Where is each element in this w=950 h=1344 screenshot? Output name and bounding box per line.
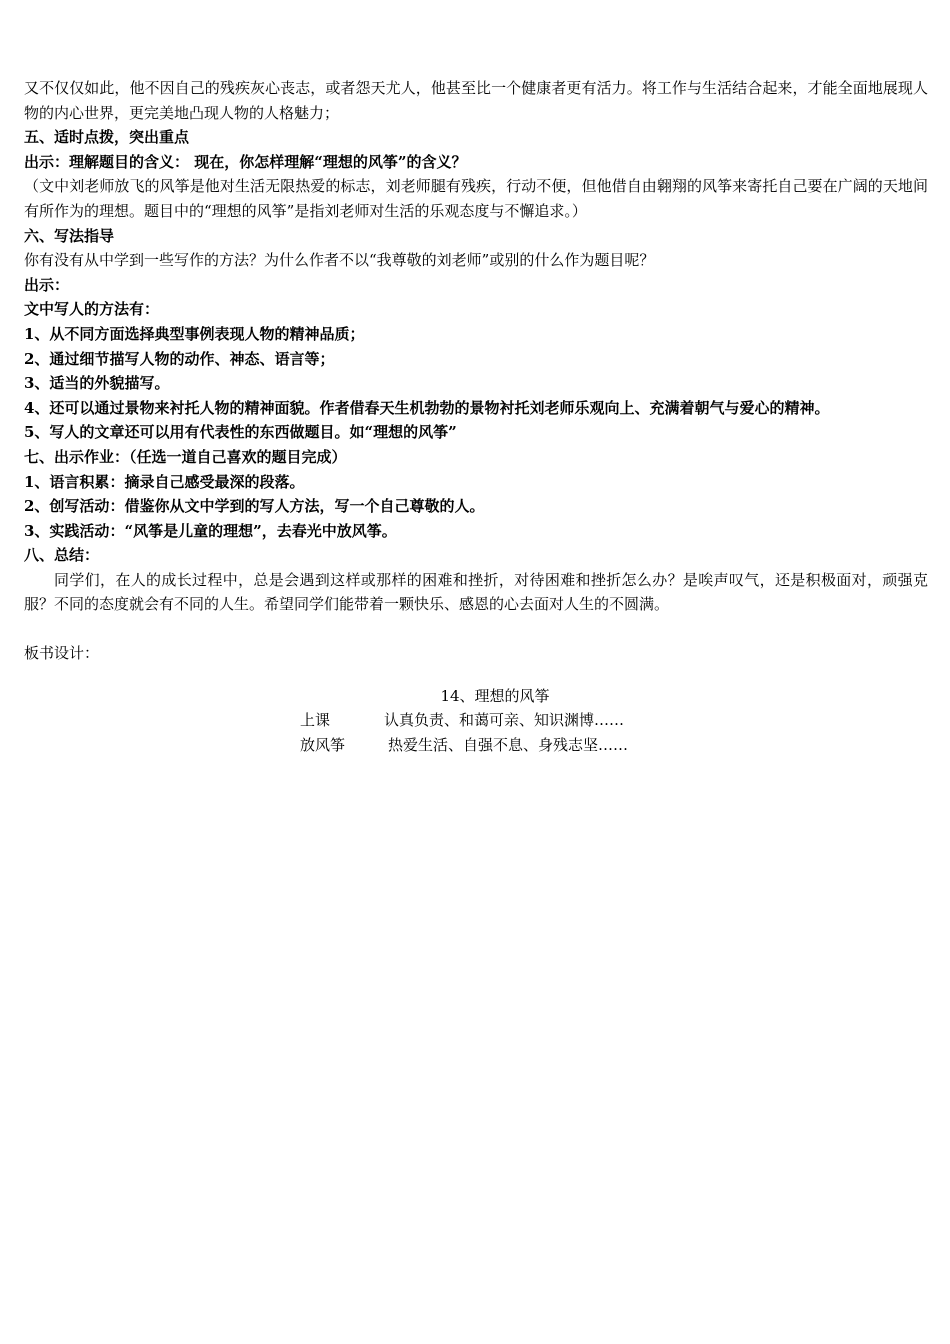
section-7-heading: 七、出示作业：（任选一道自己喜欢的题目完成） (24, 447, 347, 466)
section-6-heading: 六、写法指导 (24, 226, 115, 245)
homework-item: 1、语言积累：摘录自己感受最深的段落。 (24, 472, 305, 491)
board-row-label: 上课 (300, 711, 331, 730)
homework-item: 3、实践活动：“风筝是儿童的理想”，去春光中放风筝。 (24, 521, 397, 540)
methods-heading: 文中写人的方法有： (24, 300, 160, 319)
document-page (24, 76, 928, 757)
intro-paragraph: 又不仅仅如此，他不因自己的残疾灰心丧志，或者怨天尤人，他甚至比一个健康者更有活力。将工作与生活结合起来，才能全面地展现人物的内心世界，更完美地凸现人物的人格魅力； (24, 79, 928, 122)
board-design (24, 684, 928, 758)
section-5-prompt: 出示：理解题目的含义： 现在，你怎样理解“理想的风筝”的含义？ (24, 152, 467, 171)
board-title: 14、理想的风筝 (440, 686, 550, 705)
section-6-question: 你有没有从中学到一些写作的方法？为什么作者不以“我尊敬的刘老师”或别的什么作为题目呢？ (24, 251, 655, 270)
board-row-value: 热爱生活、自强不息、身残志坚…… (388, 735, 629, 754)
board-row-value: 认真负责、和蔼可亲、知识渊博…… (384, 711, 625, 730)
board-row (24, 733, 928, 758)
spacer (24, 617, 928, 641)
method-item: 5、写人的文章还可以用有代表性的东西做题目。如“理想的风筝” (24, 423, 457, 442)
board-row (24, 708, 928, 733)
method-item: 1、从不同方面选择典型事例表现人物的精神品质； (24, 324, 365, 343)
board-design-label: 板书设计： (24, 644, 100, 663)
summary-paragraph: 同学们，在人的成长过程中，总是会遇到这样或那样的困难和挫折，对待困难和挫折怎么办？是唉声叹气，还是积极面对，顽强克服？不同的态度就会有不同的人生。希望同学们能带着一颗快乐、感恩的心去面对人生的不圆满。 (24, 570, 928, 614)
board-row-label: 放风筝 (300, 735, 346, 754)
method-item: 4、还可以通过景物来衬托人物的精神面貌。作者借春天生机勃勃的景物衬托刘老师乐观向上、充满着朝气与爱心的精神。 (24, 398, 830, 417)
section-5-answer: （文中刘老师放飞的风筝是他对生活无限热爱的标志，刘老师腿有残疾，行动不便，但他借自由翱翔的风筝来寄托自己要在广阔的天地间有所作为的理想。题目中的“理想的风筝”是指刘老师对生活的乐观态度与不懈追求。） (24, 177, 928, 220)
method-item: 2、通过细节描写人物的动作、神态、语言等； (24, 349, 335, 368)
homework-item: 2、创写活动：借鉴你从文中学到的写人方法，写一个自己尊敬的人。 (24, 497, 485, 516)
section-6-show: 出示： (24, 275, 70, 294)
section-8-heading: 八、总结： (24, 546, 100, 565)
section-5-heading: 五、适时点拨，突出重点 (24, 128, 190, 147)
method-item: 3、适当的外貌描写。 (24, 374, 170, 393)
